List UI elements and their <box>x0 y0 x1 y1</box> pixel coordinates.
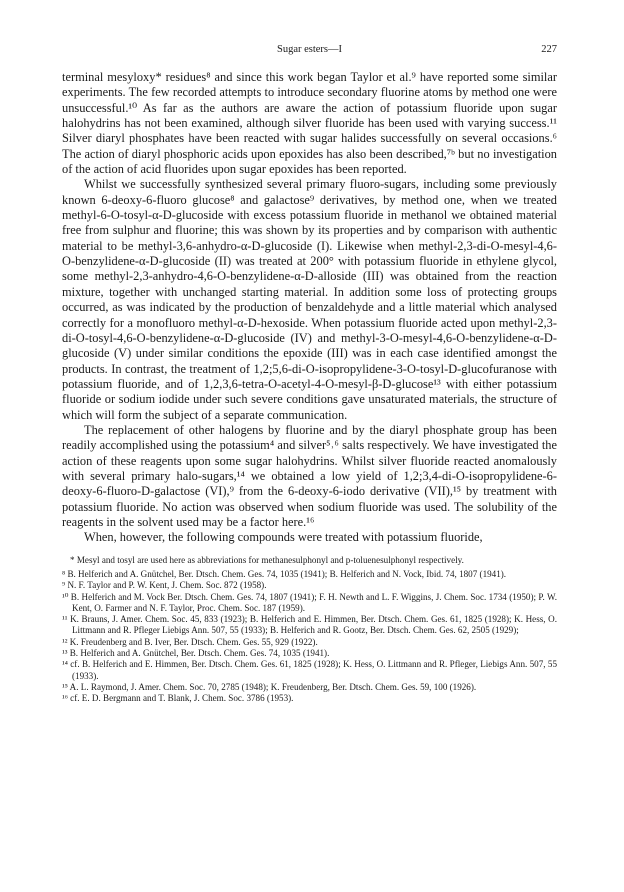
footnote: ¹⁵ A. L. Raymond, J. Amer. Chem. Soc. 70, 2785 (1948); K. Freudenberg, Ber. Dtsch. Chem. Ges. 59, 100 (1926). <box>62 681 477 692</box>
journal-page <box>62 44 557 705</box>
running-title: Sugar esters—I <box>276 44 343 55</box>
page-number: 227 <box>541 44 557 55</box>
footnote: ¹⁶ cf. E. D. Bergmann and T. Blank, J. Chem. Soc. 3786 (1953). <box>62 693 294 704</box>
footnote: ⁹ N. F. Taylor and P. W. Kent, J. Chem. Soc. 872 (1958). <box>62 580 267 591</box>
paragraph: The replacement of other halogens by fluorine and by the diaryl phosphate group has been readily accomplished using the potassium⁴ and silver⁵˒⁶ salts respectively. We have investigated the action of these reagents upon some sugar halohydrins. Whilst silver fluoride reacted anomalously with several primary halo-sugars,¹⁴ we obtained a low yield of 1,2;3,4-di-O-isopropylidene-6-deoxy-6-fluoro-D-galactose (VI),⁹ from the 6-deoxy-6-iodo derivative (VII),¹⁵ by treatment with potassium fluoride. No action was observed when sodium fluoride was used. The solubility of the reagents in the solvent used may be a factor here.¹⁶ <box>62 422 557 529</box>
footnote: ¹³ B. Helferich and A. Gnütchel, Ber. Dtsch. Chem. Ges. 74, 1035 (1941). <box>62 648 330 659</box>
paragraph: terminal mesyloxy* residues⁸ and since this work began Taylor et al.⁹ have reported some similar experiments. The few recorded attempts to introduce secondary fluorine atoms by method one were unsuccessful.¹⁰ As far as the authors are aware the action of potassium fluoride upon sugar halohydrins has not been examined, although silver fluoride has been used with varying success.¹¹ Silver diaryl phosphates have been reacted with sugar halides successfully on several occasions.⁶ The action of diaryl phosphoric acids upon epoxides has also been described,⁷ᵇ but no investigation of the action of acid fluorides upon sugar epoxides has been reported. <box>62 70 557 177</box>
page-header <box>62 44 557 60</box>
footnote: ¹⁰ B. Helferich and M. Vock Ber. Dtsch. Chem. Ges. 74, 1807 (1941); F. H. Newth and L. F. Wiggins, J. Chem. Soc. 1734 (1950); P. W. Kent, O. Farmer and N. F. Taylor, Proc. Chem. Soc. 187 (1959). <box>62 591 557 613</box>
body-text <box>62 70 557 546</box>
paragraph: Whilst we successfully synthesized several primary fluoro-sugars, including some previously known 6-deoxy-6-fluoro glucose⁸ and galactose⁹ derivatives, by method one, when we treated methyl-6-O-tosyl-α-D-glucoside with excess potassium fluoride in methanol we obtained material free from sulphur and fluorine; this was shown by its properties and by comparison with authentic material to be methyl-3,6-anhydro-α-D-glucoside (I). Likewise when methyl-2,3-di-O-mesyl-4,6-O-benzylidene-α-D-glucoside (II) was treated at 200° with potassium fluoride in ethylene glycol, some methyl-2,3-anhydro-4,6-O-benzylidene-α-D-alloside (III) was obtained from the reaction mixture, together with unchanged starting material. In addition some loss of protecting groups occurred, as was indicated by the production of benzaldehyde and a little material which analysed correctly for a monofluoro methyl-α-D-hexoside. When potassium fluoride acted upon methyl-2,3-di-O-tosyl-4,6-O-benzylidene-α-D-glucoside (IV) and methyl-3-O-mesyl-4,6-O-benzylidene-α-D-glucoside (V) under similar conditions the epoxide (III) was in each case identified amongst the products. In contrast, the treatment of 1,2;5,6-di-O-isopropylidene-3-O-tosyl-D-glucofuranose with potassium fluoride, and of 1,2,3,6-tetra-O-acetyl-4-O-mesyl-β-D-glucose¹³ with either potassium fluoride or sodium iodide under such severe conditions gave unsaturated materials, the structure of which will form the subject of a separate communication. <box>62 177 557 422</box>
footnote: ¹⁴ cf. B. Helferich and E. Himmen, Ber. Dtsch. Chem. Ges. 61, 1825 (1928); K. Hess, O. Littmann and R. Pfleger, Liebigs Ann. 507, 55 (1933). <box>62 659 557 681</box>
paragraph: When, however, the following compounds were treated with potassium fluoride, <box>84 530 483 545</box>
footnote: ¹¹ K. Brauns, J. Amer. Chem. Soc. 45, 833 (1923); B. Helferich and E. Himmen, Ber. Dtsch. Chem. Ges. 61, 1825 (1928); K. Hess, O. Littmann and R. Pfleger Liebigs Ann. 507, 55 (1933); B. Helferich and R. Gootz, Ber. Dtsch. Chem. Ges. 62, 2505 (1929); <box>62 614 557 636</box>
footnote: ¹² K. Freudenberg and B. Iver, Ber. Dtsch. Chem. Ges. 55, 929 (1922). <box>62 636 318 647</box>
footnotes <box>62 555 557 705</box>
footnote: * Mesyl and tosyl are used here as abbreviations for methanesulphonyl and p-toluenesulphonyl respectively. <box>70 554 464 565</box>
footnote: ⁸ B. Helferich and A. Gnütchel, Ber. Dtsch. Chem. Ges. 74, 1035 (1941); B. Helferich and N. Vock, Ibid. 74, 1807 (1941). <box>62 568 507 579</box>
